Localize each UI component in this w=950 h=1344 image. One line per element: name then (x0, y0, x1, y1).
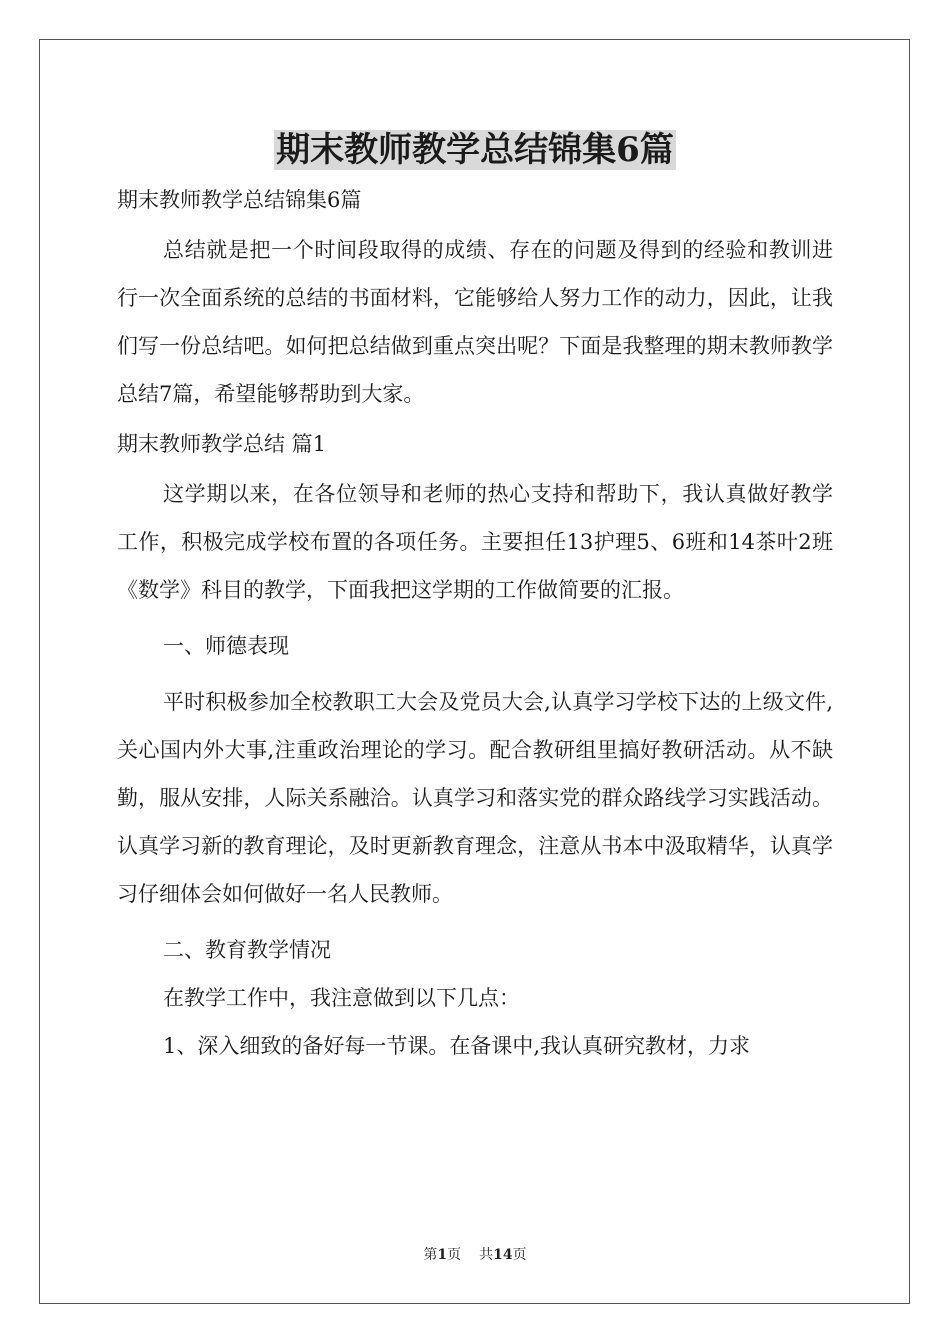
footer-total-prefix: 共 (479, 1247, 494, 1263)
page-footer (0, 1245, 950, 1265)
section-heading-part1: 期末教师教学总结 篇1 (117, 432, 327, 456)
footer-page-suffix: 页 (447, 1247, 462, 1263)
intro-paragraph: 总结就是把一个时间段取得的成绩、存在的问题及得到的经验和教训进行一次全面系统的总结的书面材料，它能够给人努力工作的动力，因此，让我们写一份总结吧。如何把总结做到重点突出呢？下面是我整理的期末教师教学总结7篇，希望能够帮助到大家。 (117, 238, 833, 406)
document-body (117, 176, 833, 1070)
footer-page-prefix: 第 (423, 1247, 438, 1263)
document-title (0, 126, 950, 174)
heading-teaching-situation: 二、教育教学情况 (163, 938, 331, 962)
heading-teacher-ethics: 一、师德表现 (163, 634, 289, 658)
teaching-point-1: 1、深入细致的备好每一节课。在备课中,我认真研究教材，力求 (163, 1034, 751, 1058)
footer-total-suffix: 页 (512, 1247, 527, 1263)
part1-intro-paragraph: 这学期以来，在各位领导和老师的热心支持和帮助下，我认真做好教学工作，积极完成学校布置的各项任务。主要担任13护理5、6班和14茶叶2班《数学》科目的教学，下面我把这学期的工作做简要的汇报。 (117, 482, 833, 602)
document-title-text: 期末教师教学总结锦集6篇 (276, 130, 674, 170)
subtitle-line: 期末教师教学总结锦集6篇 (117, 188, 362, 212)
teacher-ethics-paragraph: 平时积极参加全校教职工大会及党员大会,认真学习学校下达的上级文件,关心国内外大事,注重政治理论的学习。配合教研组里搞好教研活动。从不缺勤，服从安排，人际关系融洽。认真学习和落实党的群众路线学习实践活动。认真学习新的教育理论，及时更新教育理念，注意从书本中汲取精华，认真学习仔细体会如何做好一名人民教师。 (117, 690, 833, 906)
footer-total-pages: 14 (493, 1247, 513, 1263)
footer-page-number: 1 (437, 1247, 448, 1263)
teaching-points-intro: 在教学工作中，我注意做到以下几点： (163, 986, 520, 1010)
